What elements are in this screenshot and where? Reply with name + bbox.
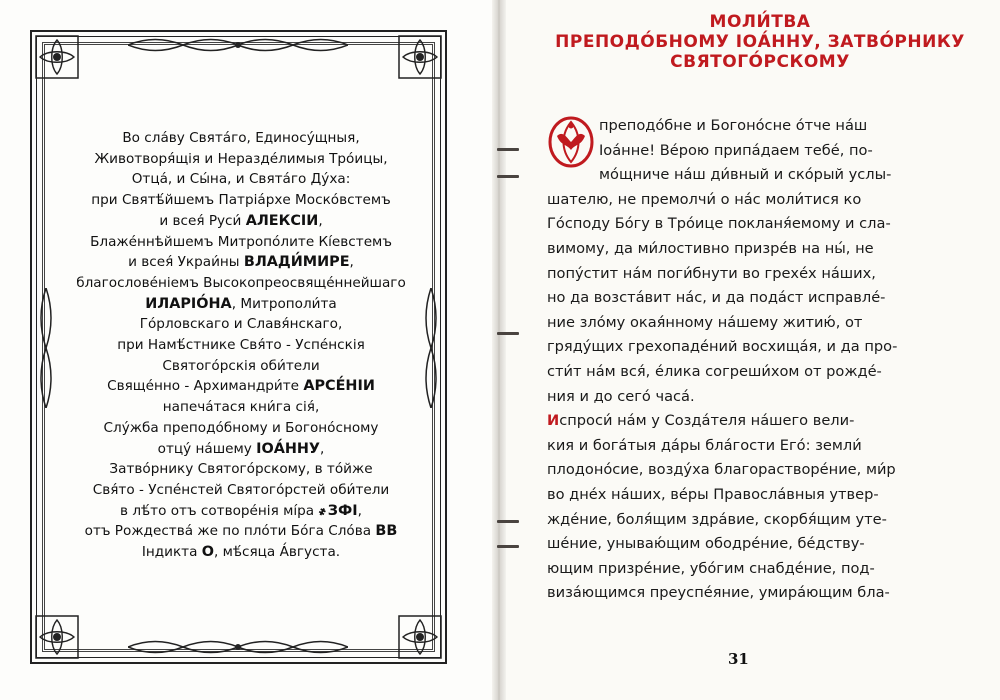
left-border-ornament-icon (36, 288, 56, 408)
colophon-line (55, 356, 427, 377)
red-initial: И (547, 412, 560, 430)
prayer-line (547, 163, 977, 188)
prayer-line (547, 188, 977, 213)
prayer-line (547, 212, 977, 237)
title-line: МОЛИ́ТВА (709, 12, 811, 32)
prayer-text-segment: ние зло́му окая́нному на́шему житию́, от (547, 313, 863, 331)
corner-ornament-icon (397, 614, 443, 660)
emphasized-name: ВВ (375, 523, 398, 540)
prayer-title (530, 12, 990, 72)
colophon-text-segment: и всея́ Руси́ (159, 212, 246, 229)
colophon-line (55, 459, 427, 480)
prayer-line (547, 557, 977, 582)
prayer-text-segment: но да возста́вит на́с, и да пода́ст исправле́- (547, 289, 886, 307)
prayer-text-segment: ния и до сего́ часа́. (547, 387, 695, 405)
top-border-ornament-icon (128, 34, 348, 56)
colophon-line (55, 190, 427, 211)
colophon-text-segment: , (349, 254, 354, 271)
colophon-text-segment: , (320, 440, 325, 457)
colophon-text-segment: и всея́ Украи́ны (128, 254, 244, 271)
emphasized-name: АЛЕКСІИ (245, 212, 319, 229)
colophon-text-segment: Індикта (141, 544, 202, 561)
prayer-line (547, 114, 977, 139)
colophon-text-segment: Святого́рскія оби́тели (162, 357, 320, 374)
prayer-line (547, 508, 977, 533)
emphasized-name: ІОА́ННУ (256, 440, 321, 457)
binding-stitch (497, 175, 519, 178)
colophon-text-segment: , мѣ́сяца А́вгуста. (214, 544, 341, 561)
colophon-line (55, 169, 427, 190)
colophon-line (55, 439, 427, 460)
colophon-text-segment: благослове́ніемъ Высокопреосвяще́ннейшаго (76, 274, 406, 291)
prayer-text-segment: Іоа́нне! Ве́рою припа́даем тебе́, по- (599, 141, 873, 159)
prayer-text-segment: во дне́х на́ших, ве́ры Правосла́вныя утвер- (547, 485, 879, 503)
emphasized-name: АРСЕ́НІИ (303, 378, 375, 395)
colophon-line (55, 128, 427, 149)
corner-ornament-icon (34, 614, 80, 660)
prayer-line (547, 385, 977, 410)
prayer-line (547, 532, 977, 557)
prayer-text-segment: ше́ние, унываю́щим ободре́ние, бе́дству- (547, 535, 865, 553)
colophon-text-segment: Животворя́щія и Неразде́лимыя Тро́ицы, (94, 150, 388, 167)
colophon-text-segment: напеча́тася кни́га сія́, (162, 399, 320, 416)
emphasized-name: ИЛАРІО́НА (145, 295, 232, 312)
prayer-line (547, 139, 977, 164)
colophon-line (55, 542, 427, 563)
colophon-text-segment: Го́рловскаго и Славя́нскаго, (139, 316, 343, 333)
prayer-text-segment: преподо́бне и Богоно́сне о́тче на́ш (599, 117, 868, 134)
prayer-text-segment: Го́споду Бо́гу в Тро́ице покланя́емому и сла- (547, 215, 891, 233)
colophon-text-segment: Свяще́нно - Архимандри́те (107, 378, 304, 395)
colophon-text-segment: , (357, 502, 362, 519)
prayer-line (547, 434, 977, 459)
colophon-line (55, 397, 427, 418)
prayer-line (547, 360, 977, 385)
prayer-text-segment: ющим призре́ние, убо́гим снабде́ние, под- (547, 559, 875, 577)
colophon-text-segment: при Намѣ́стнике Свя́то - Успе́нскія (117, 337, 365, 354)
prayer-text-segment: шателю, не премолчи́ о на́с моли́тися ко (547, 190, 862, 208)
colophon-line (55, 521, 427, 542)
prayer-text-segment: гряду́щих грехопаде́ний восхища́я, и да про- (547, 338, 898, 356)
prayer-text-segment: попу́стит на́м поги́бнути во грехе́х на́ших, (547, 264, 876, 282)
colophon-text-segment: в лѣ́то отъ сотворе́нія мі́ра (120, 502, 319, 519)
prayer-text-segment: вимому, да ми́лостивно призре́в на ны́, не (547, 239, 874, 257)
emphasized-name: ВЛАДИ́МИРЕ (243, 254, 350, 271)
colophon-text-segment: отцу́ на́шему (157, 440, 257, 457)
colophon-line (55, 501, 427, 522)
colophon-text-segment: , (318, 212, 323, 229)
colophon-line (55, 232, 427, 253)
prayer-line (547, 311, 977, 336)
colophon-line (55, 211, 427, 232)
colophon-text-segment: Слу́жба преподо́бному и Богоно́сному (103, 419, 379, 436)
prayer-line (547, 262, 977, 287)
binding-stitch (497, 332, 519, 335)
colophon-line (55, 273, 427, 294)
colophon-line (55, 418, 427, 439)
colophon-line (55, 480, 427, 501)
prayer-line (547, 581, 977, 606)
prayer-text-segment: кия и бога́тыя да́ры бла́гости Его́: земли́ (547, 436, 862, 454)
colophon-text-segment: Блаже́ннѣйшемъ Митропо́лите Кі́евстемъ (90, 233, 392, 250)
emphasized-name: О (201, 544, 214, 561)
title-line: СВЯТОГО́РСКОМУ (670, 52, 850, 72)
colophon-text-segment: , Митрополи́та (231, 295, 337, 312)
corner-ornament-icon (397, 34, 443, 80)
colophon-text-segment: Отца́, и Сы́на, и Свята́го Ду́ха: (131, 171, 351, 188)
bottom-border-ornament-icon (128, 636, 348, 658)
binding-stitch (497, 148, 519, 151)
colophon-line (55, 376, 427, 397)
binding-stitch (497, 545, 519, 548)
title-line: ПРЕПОДО́БНОМУ ІОА́ННУ, ЗАТВО́РНИКУ (555, 32, 965, 52)
prayer-text-segment: сти́т на́м вся́, е́лика согреши́хом от рожде́- (547, 362, 882, 380)
prayer-line (547, 458, 977, 483)
colophon-text-segment: отъ Рождества́ же по пло́ти Бо́га Сло́ва (84, 523, 376, 540)
prayer-line (547, 237, 977, 262)
colophon-text-segment: Затво́рнику Святого́рскому, в то́йже (109, 461, 373, 478)
prayer-body (547, 114, 977, 606)
colophon-line (55, 294, 427, 315)
prayer-text-segment: плодоно́сие, возду́ха благорастворе́ние, ми́р (547, 461, 896, 479)
book-gutter (492, 0, 506, 700)
prayer-line (547, 409, 977, 434)
colophon-line (55, 252, 427, 273)
prayer-text-segment: жде́ние, боля́щим здра́вие, скорбя́щим уте- (547, 510, 887, 528)
prayer-line (547, 286, 977, 311)
prayer-line (547, 335, 977, 360)
page-number: 31 (728, 650, 749, 668)
colophon-line (55, 149, 427, 170)
prayer-text-segment: спроси́ на́м у Созда́теля на́шего вели- (559, 412, 855, 430)
corner-ornament-icon (34, 34, 80, 80)
prayer-text-segment: виза́ющимся преуспе́яние, умира́ющим бла- (547, 584, 890, 602)
emphasized-name: ҂ЗФІ (318, 502, 358, 519)
colophon-text-segment: Во сла́ву Свята́го, Единосу́щныя, (122, 130, 360, 146)
colophon-line (55, 335, 427, 356)
binding-stitch (497, 520, 519, 523)
colophon-text-segment: Свя́то - Успе́нстей Святого́рстей оби́тели (92, 481, 390, 498)
prayer-line (547, 483, 977, 508)
prayer-text-segment: мо́щниче на́ш ди́вный и ско́рый услы- (599, 166, 892, 184)
colophon-text (55, 128, 427, 563)
colophon-line (55, 314, 427, 335)
colophon-text-segment: при Святѣ́йшемъ Патріа́рхе Моско́встемъ (91, 192, 391, 209)
